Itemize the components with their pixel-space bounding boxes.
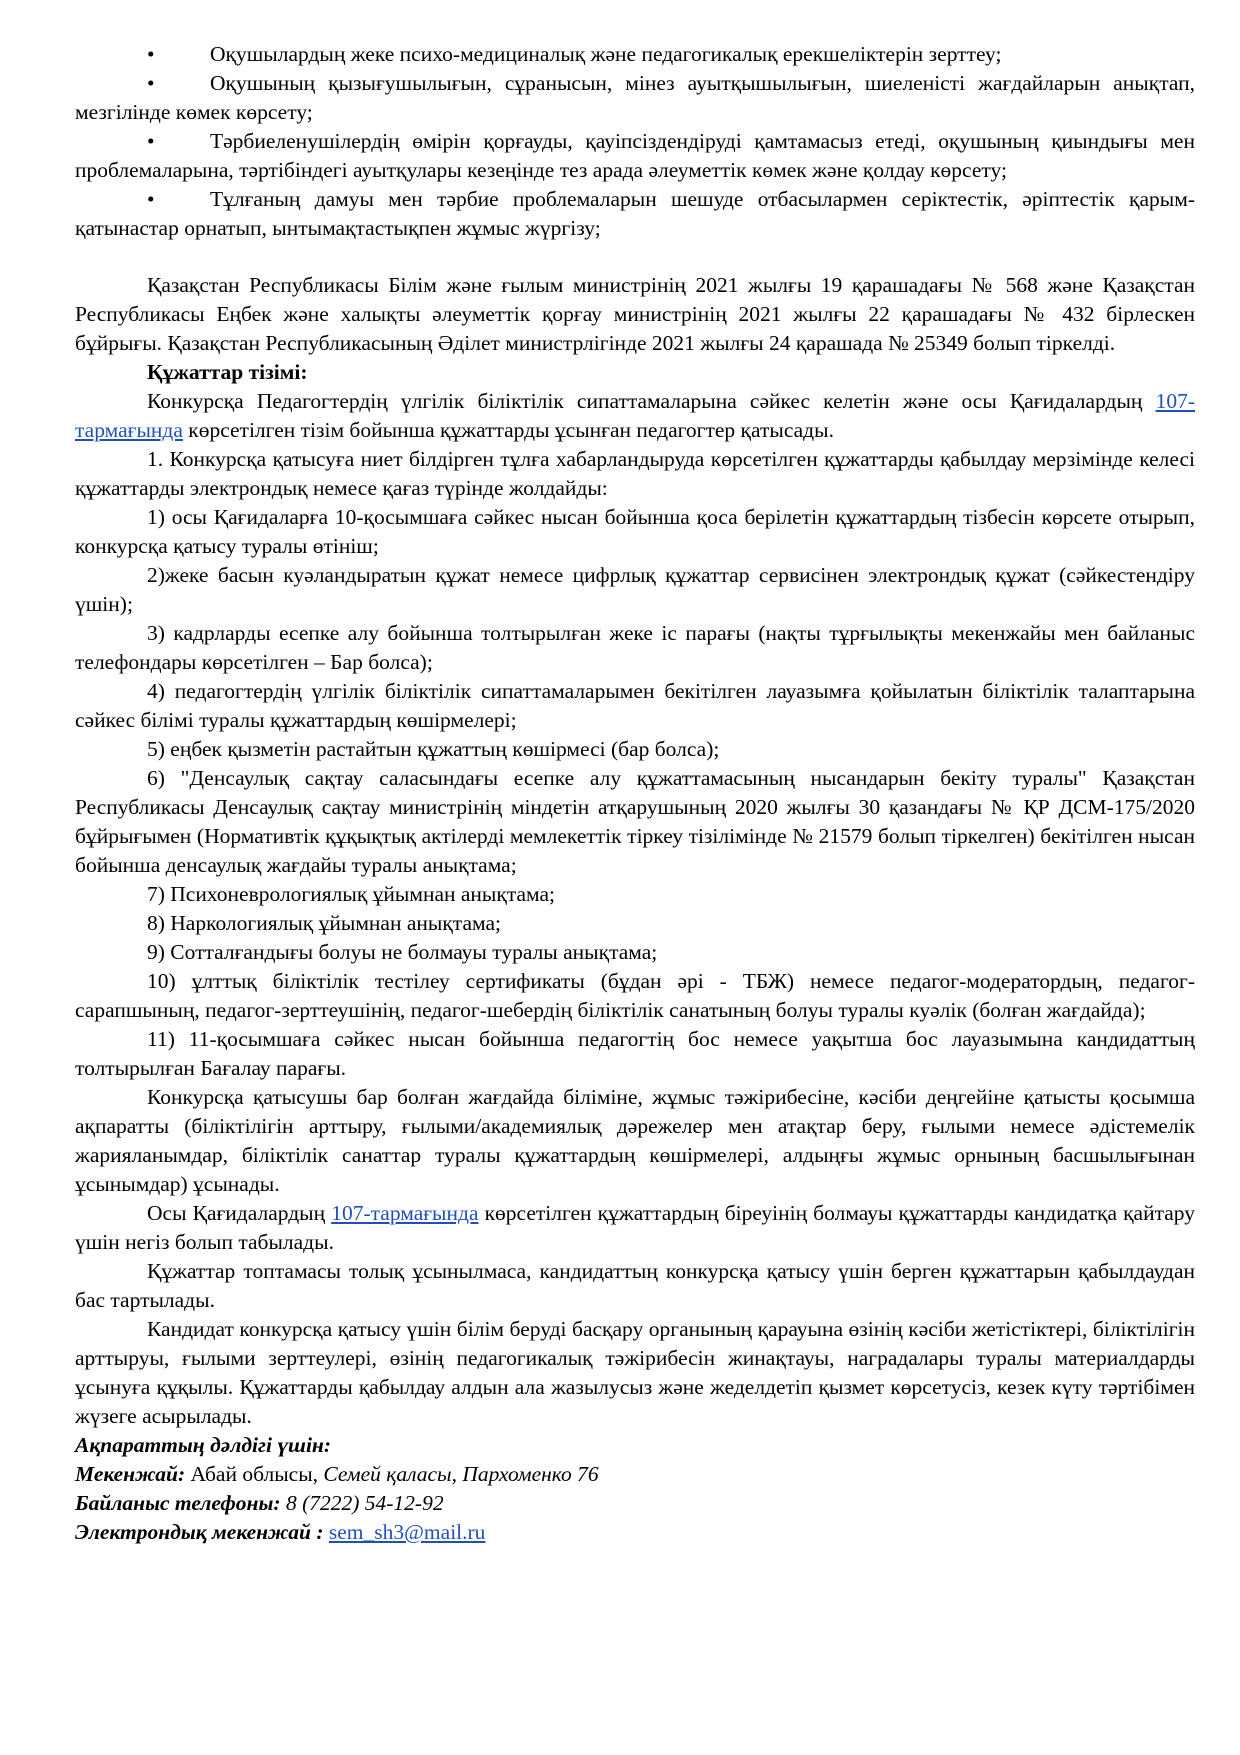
list-item: 10) ұлттық біліктілік тестілеу сертификаты (бұдан әрі - ТБЖ) немесе педагог-модератордың, педагог-сарапшының, педагог-зерттеушінің, педагог-шебердің біліктілік санатының болуы туралы куәлік (болған жағдайда); <box>75 969 1195 1022</box>
list-item: 5) еңбек қызметін растайтын құжаттың көшірмесі (бар болса); <box>147 737 720 761</box>
list-item: 11) 11-қосымшаға сәйкес нысан бойынша педагогтің бос немесе уақытша бос лауазымына кандидаттың толтырылған Бағалау парағы. <box>75 1027 1195 1080</box>
candidate-paragraph: Кандидат конкурсқа қатысу үшін білім беруді басқару органының қарауына өзінің кәсіби жетістіктері, біліктілігін арттыруы, ғылыми зерттеулері, өзінің педагогикалық тәжірибесін жинақтауы, наградалары туралы материалдарды ұсынуға құқылы. Құжаттарды қабылдау алдын ала жазылусыз және жеделдетіп қызмет көрсетусіз, кезек күту тәртібімен жүзеге асырылады. <box>75 1317 1195 1428</box>
rule-107-link[interactable]: 107-тармағында <box>331 1201 479 1225</box>
rule-107-link[interactable]: 107-тармағында <box>75 389 1195 442</box>
documents-heading: Құжаттар тізімі: <box>147 360 308 384</box>
bullet-item: • Тәрбиеленушілердің өмірін қорғауды, қауіпсіздендіруді қамтамасыз етеді, оқушының қиындығы мен проблемаларына, тәртібіндегі ауытқулары кезеңінде тез арада әлеуметтік көмек және қолдау көрсету; <box>75 129 1195 182</box>
bullet-item: • Оқушылардың жеке психо-медициналық және педагогикалық ерекшеліктерін зерттеу; <box>75 40 1195 69</box>
bullet-item: • Оқушының қызығушылығын, сұранысын, мінез ауытқышылығын, шиеленісті жағдайларын анықтап, мезгілінде көмек көрсету; <box>75 71 1195 124</box>
address-label: Мекенжай: <box>75 1462 186 1486</box>
email-link[interactable]: sem_sh3@mail.ru <box>328 1520 486 1544</box>
contact-email <box>75 1518 1195 1547</box>
list-item: 8) Наркологиялық ұйымнан анықтама; <box>147 911 501 935</box>
bullet-icon: • <box>147 129 155 153</box>
bullet-icon: • <box>147 71 155 95</box>
email-label: Электрондық мекенжай : <box>75 1520 324 1544</box>
list-item: 3) кадрларды есепке алу бойынша толтырылған жеке іс парағы (нақты тұрғылықты мекенжайы мен байланыс телефондары көрсетілген – Бар болса); <box>75 621 1195 674</box>
incomplete-paragraph: Құжаттар топтамасы толық ұсынылмаса, кандидаттың конкурсқа қатысу үшін берген құжаттарын қабылдаудан бас тартылады. <box>75 1259 1195 1312</box>
list-item: 4) педагогтердің үлгілік біліктілік сипаттамаларымен бекітілген лауазымға қойылатын біліктілік талаптарына сәйкес білімі туралы құжаттардың көшірмелері; <box>75 679 1195 732</box>
absence-paragraph: Осы Қағидалардың 107-тармағында көрсетілген құжаттардың біреуінің болмауы құжаттарды кандидатқа қайтару үшін негіз болып табылады. <box>75 1201 1195 1254</box>
list-item: 6) "Денсаулық сақтау саласындағы есепке алу құжаттамасының нысандарын бекіту туралы" Қазақстан Республикасы Денсаулық сақтау министрінің міндетін атқарушының 2020 жылғы 30 қазандағы № ҚР ДСМ-175/2020 бұйрығымен (Нормативтік құқықтық актілерді мемлекеттік тіркеу тізілімінде № 21579 болып тіркелген) бекітілген нысан бойынша денсаулық жағдайы туралы анықтама; <box>75 766 1195 877</box>
list-item: 9) Сотталғандығы болуы не болмауы туралы анықтама; <box>147 940 658 964</box>
contact-phone <box>75 1489 1195 1518</box>
contact-address: Мекенжай: Абай облысы, Семей қаласы, Пархоменко 76 <box>75 1462 599 1486</box>
phone-label: Байланыс телефоны: <box>75 1491 281 1515</box>
bullet-icon: • <box>147 187 155 211</box>
order-paragraph: Қазақстан Республикасы Білім және ғылым министрінің 2021 жылғы 19 қарашадағы № 568 және Қазақстан Республикасы Еңбек және халықты әлеуметтік қорғау министрінің 2021 жылғы 22 қарашадағы № 432 бірлескен бұйрығы. Қазақстан Республикасының Әділет министрлігінде 2021 жылғы 24 қарашада № 25349 болып тіркелді. <box>75 273 1195 355</box>
phone-value: 8 (7222) 54-12-92 <box>280 1491 444 1515</box>
document-page <box>75 40 1195 1547</box>
contact-heading: Ақпараттың дәлдігі үшін: <box>75 1433 332 1457</box>
bullet-icon: • <box>147 42 155 66</box>
list-item: 2)жеке басын куәландыратын құжат немесе цифрлық құжаттар сервисінен электрондық құжат (сәйкестендіру үшін); <box>75 563 1195 616</box>
spacer <box>75 243 1195 271</box>
list-item: 7) Психоневрологиялық ұйымнан анықтама; <box>147 882 555 906</box>
intro-paragraph: Конкурсқа Педагогтердің үлгілік біліктілік сипаттамаларына сәйкес келетін және осы Қағидалардың 107-тармағында көрсетілген тізім бойынша құжаттарды ұсынған педагогтер қатысады. <box>75 389 1195 442</box>
bullet-item: • Тұлғаның дамуы мен тәрбие проблемаларын шешуде отбасылармен серіктестік, әріптестік қарым-қатынастар орнатып, ынтымақтастықпен жұмыс жүргізу; <box>75 187 1195 240</box>
list-item: 1) осы Қағидаларға 10-қосымшаға сәйкес нысан бойынша қоса берілетін құжаттардың тізбесін көрсете отырып, конкурсқа қатысу туралы өтініш; <box>75 505 1195 558</box>
item-intro: 1. Конкурсқа қатысуға ниет білдірген тұлға хабарландыруда көрсетілген құжаттарды қабылдау мерзімінде келесі құжаттарды электрондық немесе қағаз түрінде жолдайды: <box>75 447 1195 500</box>
extra-info-paragraph: Конкурсқа қатысушы бар болған жағдайда біліміне, жұмыс тәжірибесіне, кәсіби деңгейіне қатысты қосымша ақпаратты (біліктілігін арттыру, ғылыми/академиялық дәрежелер мен атақтар беру, ғылыми немесе әдістемелік жарияланымдар, біліктілік санаттар туралы құжаттардың көшірмелері, алдыңғы жұмыс орнының басшылығынан ұсынымдар) ұсынады. <box>75 1085 1195 1196</box>
